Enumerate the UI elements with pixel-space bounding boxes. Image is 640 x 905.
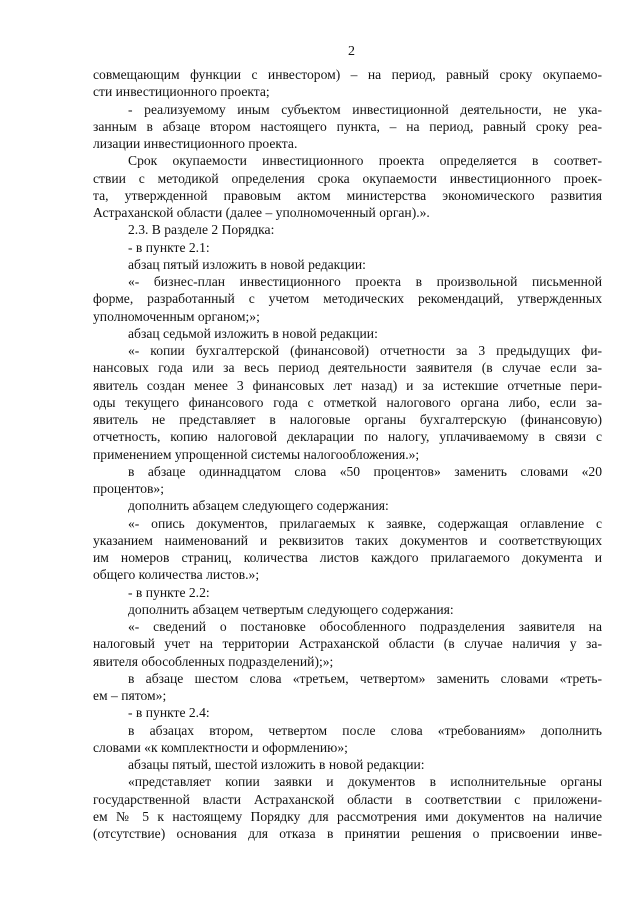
- text-line: применением упрощенной системы налогообложения.»;: [93, 446, 420, 462]
- text-line: - в пункте 2.1:: [128, 239, 210, 255]
- text-line: словами «к комплектности и оформлению»;: [93, 739, 348, 755]
- text-line: абзацы пятый, шестой изложить в новой редакции:: [128, 757, 425, 772]
- text-line: уполномоченным органом;»;: [93, 308, 260, 324]
- text-line: лизации инвестиционного проекта.: [93, 136, 298, 151]
- text-line: занным в абзаце втором настоящего пункта, – на период, равный сроку реа-: [93, 118, 602, 134]
- text-line: - в пункте 2.4:: [128, 705, 210, 721]
- text-line: - в пункте 2.2:: [128, 584, 210, 600]
- text-line: явитель не представляет в налоговые органы бухгалтерскую (финансовую): [93, 412, 602, 427]
- text-line: «- опись документов, прилагаемых к заявке, содержащая оглавление с: [128, 515, 602, 531]
- text-line: ем № 5 к настоящему Порядку для рассмотрения ими документов на наличие: [93, 808, 602, 824]
- text-line: отчетность, копию налоговой декларации по налогу, уплачиваемому в связи с: [93, 429, 602, 445]
- text-line: ем – пятом»;: [93, 688, 167, 703]
- text-line: (отсутствие) основания для отказа в принятии решения о присвоении инве-: [93, 826, 602, 841]
- text-line: абзац седьмой изложить в новой редакции:: [128, 325, 378, 341]
- text-line: та, утвержденной правовым актом министерства экономического развития: [93, 187, 602, 203]
- document-body: [93, 66, 602, 842]
- text-line: нансовых года или за весь период деятельности заявителя (в случае если за-: [93, 360, 602, 376]
- text-line: оды текущего финансового года с отметкой налогового органа либо, если за-: [93, 394, 602, 410]
- text-line: - реализуемому иным субъектом инвестиционной деятельности, не ука-: [128, 101, 602, 117]
- text-line: ствии с методикой определения срока окупаемости инвестиционного проек-: [93, 170, 602, 186]
- text-line: форме, разработанный с учетом методических рекомендаций, утвержденных: [93, 291, 602, 307]
- text-line: Астраханской области (далее – уполномоченный орган).».: [93, 205, 430, 220]
- text-line: абзац пятый изложить в новой редакции:: [128, 256, 366, 272]
- text-line: совмещающим функции с инвестором) – на период, равный сроку окупаемо-: [93, 67, 602, 82]
- text-line: общего количества листов.»;: [93, 567, 260, 583]
- text-line: в абзаце шестом слова «третьем, четвертом» заменить словами «треть-: [128, 670, 602, 686]
- text-line: «- сведений о постановке обособленного подразделения заявителя на: [128, 619, 602, 634]
- page-number: 2: [348, 44, 355, 59]
- text-line: налоговый учет на территории Астраханской области (в случае наличия у за-: [93, 636, 602, 652]
- text-line: Срок окупаемости инвестиционного проекта определяется в соответ-: [128, 153, 602, 169]
- text-line: «- бизнес-план инвестиционного проекта в произвольной письменной: [128, 274, 602, 289]
- text-line: дополнить абзацем четвертым следующего содержания:: [128, 601, 454, 617]
- text-line: дополнить абзацем следующего содержания:: [128, 498, 389, 514]
- text-line: сти инвестиционного проекта;: [93, 84, 270, 100]
- text-line: им номеров страниц, количества листов каждого прилагаемого документа и: [93, 550, 602, 565]
- text-line: явитель создан менее 3 финансовых лет назад) и за истекшие отчетные пери-: [93, 377, 602, 393]
- text-line: в абзацах втором, четвертом после слова «требованиям» дополнить: [128, 722, 602, 738]
- text-line: «- копии бухгалтерской (финансовой) отчетности за 3 предыдущих фи-: [128, 343, 602, 358]
- text-line: явителя обособленных подразделений);»;: [93, 653, 334, 669]
- text-line: в абзаце одиннадцатом слова «50 процентов» заменить словами «20: [128, 463, 602, 479]
- text-line: «представляет копии заявки и документов в исполнительные органы: [128, 774, 602, 790]
- text-line: указанием наименований и реквизитов таких документов и соответствующих: [93, 532, 602, 548]
- text-line: процентов»;: [93, 481, 165, 496]
- text-line: государственной власти Астраханской области в соответствии с приложени-: [93, 791, 602, 807]
- text-line: 2.3. В разделе 2 Порядка:: [128, 222, 275, 238]
